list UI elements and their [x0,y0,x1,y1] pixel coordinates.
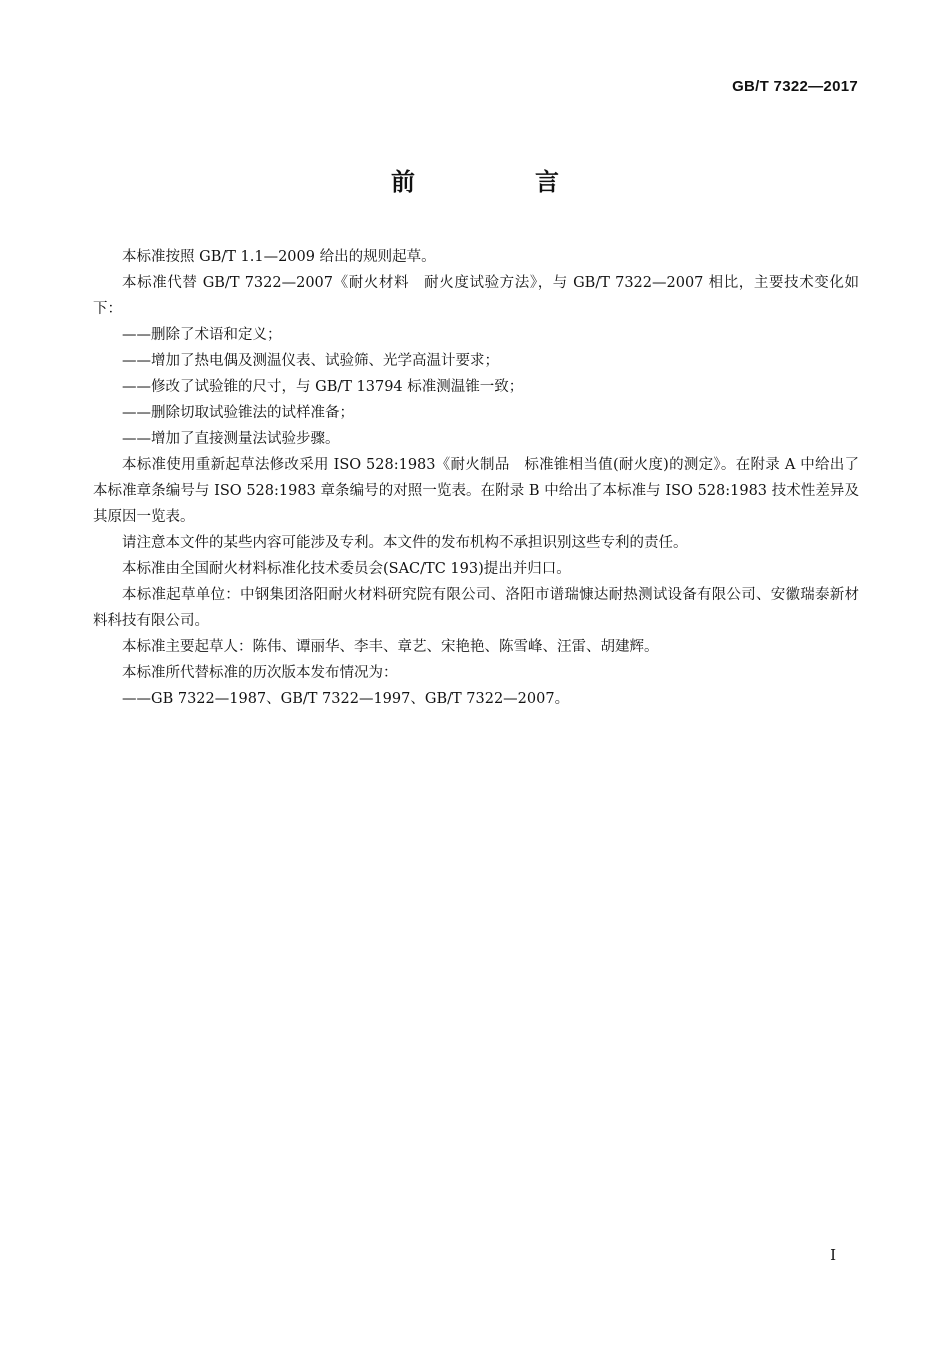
paragraph-proposer: 本标准由全国耐火材料标准化技术委员会(SAC/TC 193)提出并归口。 [122,561,571,577]
list-item: ——增加了直接测量法试验步骤。 [122,431,340,447]
list-item: ——修改了试验锥的尺寸，与 GB/T 13794 标准测温锥一致； [122,379,524,395]
list-item: ——增加了热电偶及测温仪表、试验筛、光学高温计要求； [122,353,499,369]
paragraph-version-history: ——GB 7322—1987、GB/T 7322—1997、GB/T 7322—2007。 [122,691,570,707]
paragraph-drafting-rules: 本标准按照 GB/T 1.1—2009 给出的规则起草。 [122,249,436,265]
paragraph-iso-adoption: 本标准使用重新起草法修改采用 ISO 528:1983《耐火制品 标准锥相当值(耐火度)的测定》。在附录 A 中给出了本标准章条编号与 ISO 528:1983 章条编号的对照一览表。在附录 B 中给出了本标准与 ISO 528:1983 技术性差异及其原因一览表。 [93,457,859,525]
paragraph-version-history-intro: 本标准所代替标准的历次版本发布情况为： [122,665,398,681]
list-item: ——删除了术语和定义； [122,327,282,343]
paragraph-drafting-units: 本标准起草单位：中钢集团洛阳耐火材料研究院有限公司、洛阳市谱瑞慷达耐热测试设备有限公司、安徽瑞泰新材料科技有限公司。 [93,587,859,629]
standard-number: GB/T 7322—2017 [732,78,858,95]
foreword-body [93,244,859,712]
paragraph-drafters: 本标准主要起草人：陈伟、谭丽华、李丰、章艺、宋艳艳、陈雪峰、汪雷、胡建辉。 [122,639,659,655]
page-number: I [830,1246,836,1264]
page-title: 前 言 [391,168,607,196]
paragraph-patent-notice: 请注意本文件的某些内容可能涉及专利。本文件的发布机构不承担识别这些专利的责任。 [122,535,688,551]
paragraph-replacement: 本标准代替 GB/T 7322—2007《耐火材料 耐火度试验方法》，与 GB/T 7322—2007 相比，主要技术变化如下： [93,275,859,317]
list-item: ——删除切取试验锥法的试样准备； [122,405,354,421]
